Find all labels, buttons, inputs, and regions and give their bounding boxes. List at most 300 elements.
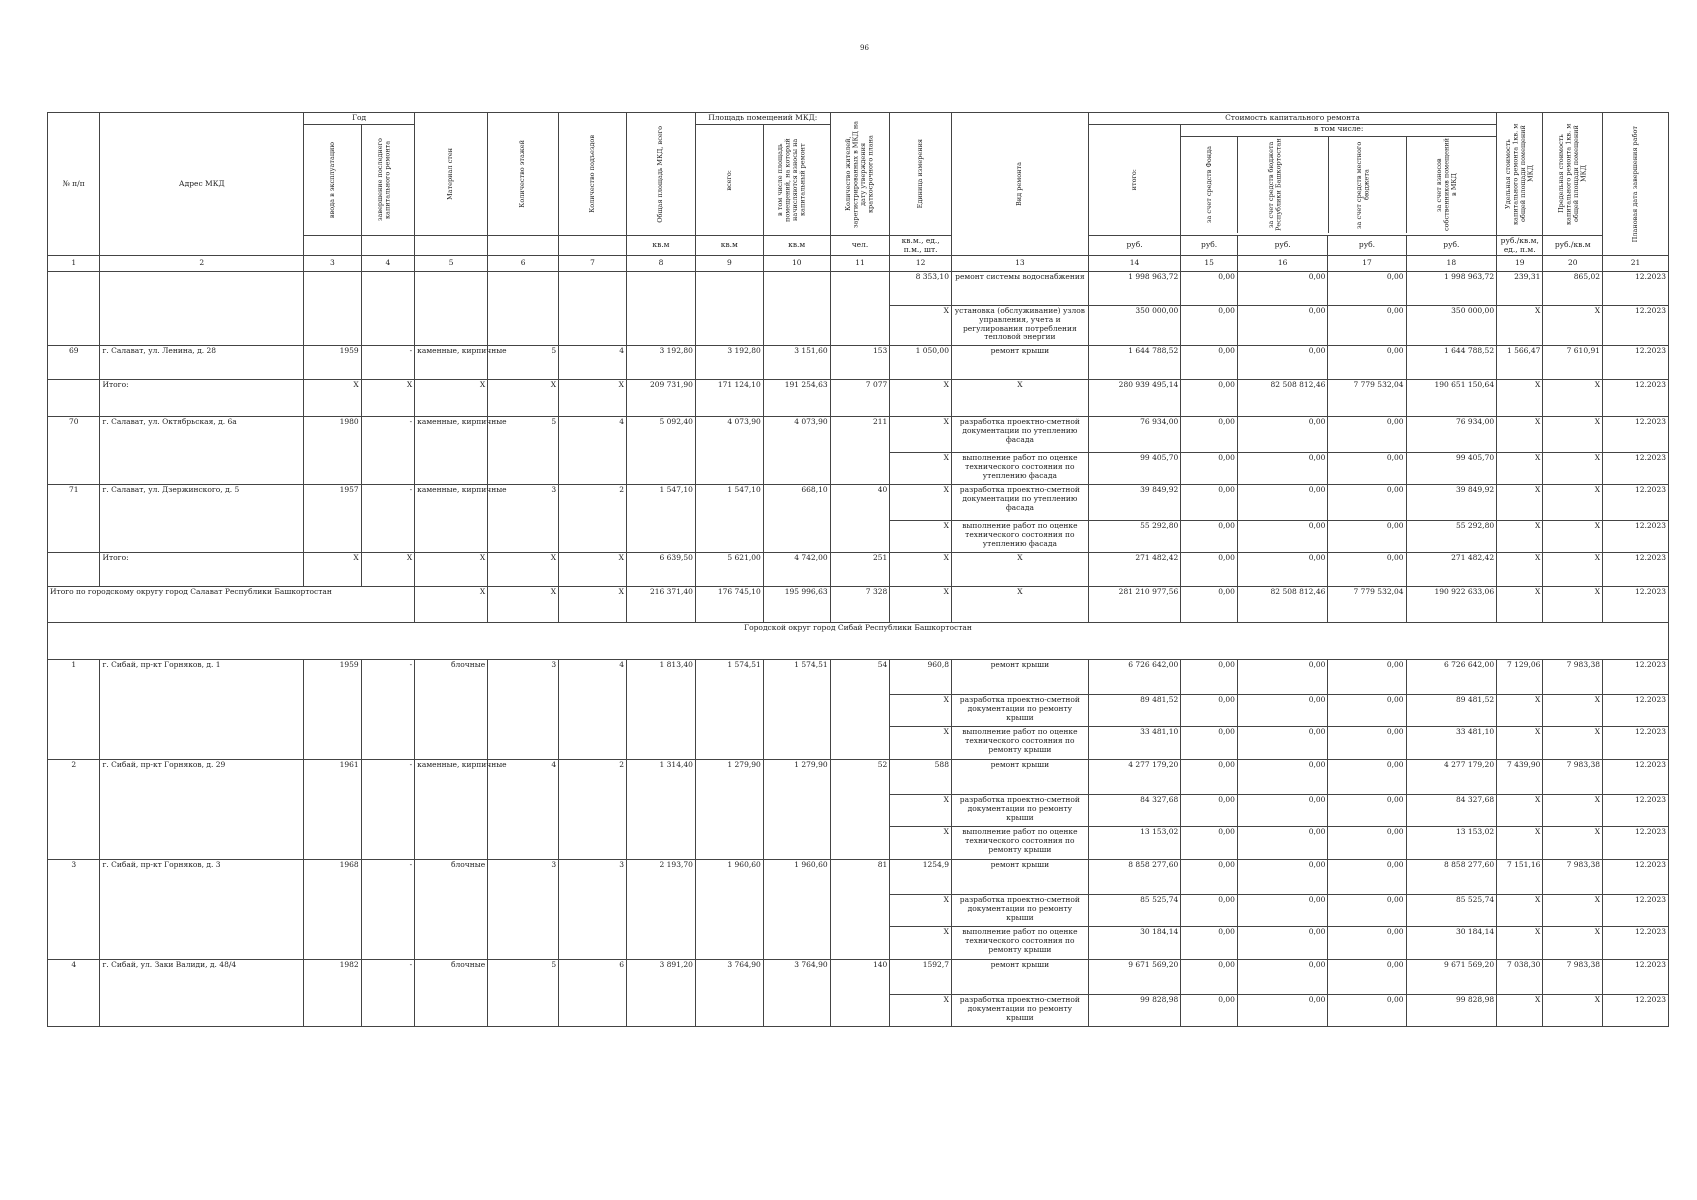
table-cell: 12.2023 [1603,272,1669,306]
table-cell: г. Салават, ул. Ленина, д. 28 [100,346,304,380]
table-cell: 7 [559,256,627,272]
table-cell: X [890,553,952,587]
table-cell: блочные [415,960,488,1027]
table-cell: 4 073,90 [695,417,763,485]
table-cell: 99 405,70 [1406,453,1497,485]
table-cell: - [361,660,414,760]
table-cell: X [1543,587,1603,623]
table-cell: 1 279,90 [695,760,763,860]
table-cell: 1961 [304,760,362,860]
table-cell: 13 153,02 [1088,827,1181,860]
table-cell: 0,00 [1181,521,1238,553]
table-cell: 865,02 [1543,272,1603,306]
table-cell: 1 644 788,52 [1088,346,1181,380]
table-cell [48,272,100,346]
table-cell: 0,00 [1237,346,1328,380]
table-cell: 0,00 [1237,553,1328,587]
table-cell: 0,00 [1237,417,1328,453]
table-cell: 0,00 [1328,760,1406,795]
table-cell: 1957 [304,485,362,553]
table-cell: 9 671 569,20 [1088,960,1181,995]
table-cell: 17 [1328,256,1406,272]
table-cell: 7 610,91 [1543,346,1603,380]
table-cell: 0,00 [1237,485,1328,521]
table-cell: разработка проектно-сметной документации по утеплению фасада [951,417,1088,453]
table-cell: X [1543,895,1603,927]
table-cell: X [890,306,952,346]
subtotal-row [48,553,1669,587]
table-cell: 350 000,00 [1088,306,1181,346]
table-cell: 12.2023 [1603,660,1669,695]
table-cell: 76 934,00 [1406,417,1497,453]
table-cell: каменные, кирпичные [415,417,488,485]
table-cell: X [1497,453,1543,485]
table-cell: X [1497,727,1543,760]
table-cell: X [1543,485,1603,521]
table-cell: ремонт крыши [951,760,1088,795]
table-cell: 0,00 [1328,695,1406,727]
unit-rub: руб. [1181,236,1238,256]
table-cell: 1980 [304,417,362,485]
table-cell: 12.2023 [1603,795,1669,827]
table-cell: 140 [830,960,890,1027]
table-cell: X [890,795,952,827]
table-cell: X [890,727,952,760]
table-cell: 0,00 [1237,860,1328,895]
table-cell: 5 621,00 [695,553,763,587]
table-cell: 89 481,52 [1406,695,1497,727]
table-cell: 0,00 [1181,660,1238,695]
table-cell: 5 [488,417,559,485]
table-cell: 0,00 [1328,306,1406,346]
table-cell: 0,00 [1328,827,1406,860]
table-cell: каменные, кирпичные [415,760,488,860]
table-cell [48,553,100,587]
table-cell: X [951,553,1088,587]
table-cell: 0,00 [1237,660,1328,695]
table-cell: 12.2023 [1603,895,1669,927]
table-cell: 1 574,51 [695,660,763,760]
table-cell: 12.2023 [1603,587,1669,623]
table-row [48,960,1669,995]
table-cell: 0,00 [1328,960,1406,995]
table-cell: 7 077 [830,380,890,417]
table-row [48,485,1669,521]
table-cell: 13 153,02 [1406,827,1497,860]
table-cell: 4 277 179,20 [1406,760,1497,795]
table-cell: 195 996,63 [763,587,830,623]
table-cell [559,272,627,346]
table-cell: 7 328 [830,587,890,623]
table-cell: 1254,9 [890,860,952,895]
table-cell: 3 [488,660,559,760]
table-cell: X [1497,927,1543,960]
table-cell: 70 [48,417,100,485]
table-cell: 0,00 [1181,380,1238,417]
table-cell: X [559,380,627,417]
table-cell: 3 [48,860,100,960]
table-cell: 82 508 812,46 [1237,587,1328,623]
table-cell: 40 [830,485,890,553]
table-cell: г. Сибай, пр-кт Горняков, д. 29 [100,760,304,860]
header-year-last-repair: завершение последнего капитального ремонта [361,125,414,236]
table-cell: 1 998 963,72 [1406,272,1497,306]
table-cell: выполнение работ по оценке технического состояния по ремонту крыши [951,827,1088,860]
subtotal-row [48,380,1669,417]
unit-area: кв.м [627,236,696,256]
table-cell: X [1497,553,1543,587]
table-cell: X [890,827,952,860]
table-cell: 271 482,42 [1406,553,1497,587]
table-cell [627,272,696,346]
table-cell: 0,00 [1181,760,1238,795]
table-cell: 1 960,60 [695,860,763,960]
table-cell: 0,00 [1328,860,1406,895]
table-cell: 3 151,60 [763,346,830,380]
table-cell: - [361,760,414,860]
column-numbers-row [48,256,1669,272]
table-cell: 0,00 [1181,346,1238,380]
table-cell: 3 [559,860,627,960]
table-cell: 3 [304,256,362,272]
table-cell: X [361,553,414,587]
table-cell: 1959 [304,346,362,380]
table-cell: каменные, кирпичные [415,485,488,553]
table-cell: 7 983,38 [1543,760,1603,795]
table-cell: - [361,485,414,553]
table-cell: 12.2023 [1603,760,1669,795]
table-cell: X [890,380,952,417]
section-title: Городской округ город Сибай Республики Башкортостан [48,623,1669,660]
table-cell: X [1497,417,1543,453]
table-cell: 0,00 [1237,306,1328,346]
table-cell: 30 184,14 [1406,927,1497,960]
table-cell: X [1543,521,1603,553]
table-cell: 0,00 [1181,995,1238,1027]
unit-area: кв.м [763,236,830,256]
table-cell: 0,00 [1181,417,1238,453]
table-cell: 0,00 [1181,485,1238,521]
header-address: Адрес МКД [100,113,304,256]
table-cell: 33 481,10 [1088,727,1181,760]
table-cell: 99 828,98 [1088,995,1181,1027]
table-cell: 1 547,10 [627,485,696,553]
table-cell: 0,00 [1181,895,1238,927]
table-cell: 1 [48,660,100,760]
table-cell: X [488,380,559,417]
table-cell: 4 [559,660,627,760]
table-cell: 69 [48,346,100,380]
table-cell: X [304,553,362,587]
unit-rub: руб. [1237,236,1328,256]
table-cell: X [890,521,952,553]
table-cell: 239,31 [1497,272,1543,306]
table-cell: 84 327,68 [1406,795,1497,827]
table-cell: X [559,587,627,623]
table-cell: 0,00 [1237,827,1328,860]
header-premises-total: всего: [695,125,763,236]
table-cell: ремонт крыши [951,346,1088,380]
table-cell: 12.2023 [1603,860,1669,895]
table-cell: 191 254,63 [763,380,830,417]
header-year-commission: ввода в эксплуатацию [304,125,362,236]
table-cell: 5 [415,256,488,272]
table-cell: 1968 [304,860,362,960]
table-cell: разработка проектно-сметной документации по ремонту крыши [951,895,1088,927]
table-cell: 7 151,16 [1497,860,1543,895]
table-cell: 0,00 [1181,827,1238,860]
table-cell: 171 124,10 [695,380,763,417]
table-cell: X [1497,695,1543,727]
table-cell: установка (обслуживание) узлов управления, учета и регулирования потребления тепловой энергии [951,306,1088,346]
table-cell: X [1543,695,1603,727]
table-row [48,272,1669,306]
table-cell: 12.2023 [1603,346,1669,380]
table-cell: X [1497,521,1543,553]
table-cell: X [1497,995,1543,1027]
table-cell: 85 525,74 [1088,895,1181,927]
table-cell: 11 [830,256,890,272]
table-cell: г. Сибай, пр-кт Горняков, д. 3 [100,860,304,960]
table-cell: X [1543,795,1603,827]
table-cell: 12.2023 [1603,960,1669,995]
table-cell: 6 [488,256,559,272]
table-cell: 2 [48,760,100,860]
table-cell: 76 934,00 [1088,417,1181,453]
table-cell: 0,00 [1181,453,1238,485]
table-cell: 0,00 [1237,927,1328,960]
table-row [48,346,1669,380]
table-cell: X [1543,453,1603,485]
header-cost-owners: за счет взносов собственников помещений в МКД [1435,138,1459,232]
table-cell: 1 279,90 [763,760,830,860]
table-cell: 4 277 179,20 [1088,760,1181,795]
table-cell: г. Салават, ул. Октябрьская, д. 6а [100,417,304,485]
header-repair-type: Вид ремонта [951,113,1088,256]
table-cell: X [1543,380,1603,417]
table-cell: 0,00 [1237,960,1328,995]
table-row [48,860,1669,895]
table-cell: 350 000,00 [1406,306,1497,346]
section-heading-row [48,623,1669,660]
table-cell: 10 [763,256,830,272]
table-cell: 3 [488,860,559,960]
table-cell: 0,00 [1237,760,1328,795]
table-cell: 3 192,80 [627,346,696,380]
table-cell: 30 184,14 [1088,927,1181,960]
table-cell: X [951,587,1088,623]
table-cell: 1 314,40 [627,760,696,860]
table-cell: ремонт крыши [951,660,1088,695]
table-cell: X [890,895,952,927]
table-cell: X [1543,306,1603,346]
table-cell: 12 [890,256,952,272]
table-row [48,760,1669,795]
header-planned-date: Плановая дата завершения работ [1603,113,1669,256]
table-cell: X [415,380,488,417]
table-cell: Итого: [100,553,304,587]
table-cell: 8 858 277,60 [1088,860,1181,895]
table-cell: X [1497,380,1543,417]
header-cost-group: Стоимость капитального ремонта [1088,113,1496,125]
table-cell: 2 [559,760,627,860]
table-cell: 12.2023 [1603,695,1669,727]
table-cell: 0,00 [1181,695,1238,727]
table-cell: 0,00 [1181,795,1238,827]
table-cell: 1 960,60 [763,860,830,960]
table-cell: 5 092,40 [627,417,696,485]
table-cell: 12.2023 [1603,453,1669,485]
table-cell: блочные [415,860,488,960]
table-cell: 0,00 [1181,727,1238,760]
header-premises-group: Площадь помещений МКД: [695,113,830,125]
header-unit-cost: Удельная стоимость капитального ремонта 1кв. м общей площади помещений МКД [1497,113,1543,236]
table-cell: 39 849,92 [1088,485,1181,521]
header-cost-local: за счет средств местного бюджета [1355,141,1371,229]
table-cell: 1 998 963,72 [1088,272,1181,306]
table-cell: 0,00 [1328,417,1406,453]
table-cell: каменные, кирпичные [415,346,488,380]
table-cell: X [1543,927,1603,960]
table-cell: 0,00 [1328,795,1406,827]
table-cell: 5 [488,960,559,1027]
table-cell: 6 726 642,00 [1088,660,1181,695]
header-residents: Количество жителей, зарегистрированных в МКД на дату утверждения краткосрочного плана [830,113,890,236]
table-cell: X [488,553,559,587]
table-cell: 153 [830,346,890,380]
table-cell: 211 [830,417,890,485]
table-cell: X [1543,727,1603,760]
table-cell: 55 292,80 [1088,521,1181,553]
table-cell: X [890,417,952,453]
table-cell: 0,00 [1237,453,1328,485]
table-cell: 0,00 [1328,272,1406,306]
table-cell: 7 779 532,04 [1328,380,1406,417]
table-cell: - [361,417,414,485]
table-cell: 7 983,38 [1543,660,1603,695]
table-cell: 6 639,50 [627,553,696,587]
table-cell: 5 [488,346,559,380]
table-cell: 7 983,38 [1543,960,1603,995]
table-cell: 6 [559,960,627,1027]
table-cell: 588 [890,760,952,795]
header-year-group: Год [304,113,415,125]
table-cell: 0,00 [1181,553,1238,587]
table-cell: 4 [48,960,100,1027]
table-cell: 0,00 [1328,346,1406,380]
table-cell: X [951,380,1088,417]
table-cell: X [304,380,362,417]
table-cell: разработка проектно-сметной документации по ремонту крыши [951,795,1088,827]
table-cell: X [890,453,952,485]
table-cell: блочные [415,660,488,760]
table-cell: X [1497,587,1543,623]
table-cell: 12.2023 [1603,380,1669,417]
table-cell: 190 651 150,64 [1406,380,1497,417]
table-cell [415,272,488,346]
table-cell: 81 [830,860,890,960]
table-cell: X [1543,995,1603,1027]
table-cell: разработка проектно-сметной документации по ремонту крыши [951,995,1088,1027]
table-cell: 4 [559,346,627,380]
table-cell: 4 742,00 [763,553,830,587]
table-cell: X [1497,895,1543,927]
table-cell: 82 508 812,46 [1237,380,1328,417]
table-cell: разработка проектно-сметной документации по ремонту крыши [951,695,1088,727]
table-cell: 190 922 633,06 [1406,587,1497,623]
table-cell: 9 671 569,20 [1406,960,1497,995]
table-cell: 2 [100,256,304,272]
table-cell: 7 983,38 [1543,860,1603,895]
table-cell: 3 [488,485,559,553]
table-cell: 7 439,90 [1497,760,1543,795]
table-cell: 99 828,98 [1406,995,1497,1027]
table-cell: X [890,485,952,521]
table-cell [830,272,890,346]
capital-repair-table [47,112,1669,1027]
header-floors: Количество этажей [488,113,559,236]
table-cell: 71 [48,485,100,553]
table-cell: 7 779 532,04 [1328,587,1406,623]
table-cell: 1959 [304,660,362,760]
table-cell: 209 731,90 [627,380,696,417]
table-cell: 281 210 977,56 [1088,587,1181,623]
header-max-cost: Предельная стоимость капитального ремонта 1кв. м общей площади помещений МКД [1543,113,1603,236]
table-row [48,660,1669,695]
header-premises-repair: в том числе площадь помещений, на который начисляются взносы на капитальный ремонт [763,125,830,236]
table-cell: 176 745,10 [695,587,763,623]
table-cell: 89 481,52 [1088,695,1181,727]
table-cell: 4 [559,417,627,485]
table-cell: 84 327,68 [1088,795,1181,827]
table-cell: X [890,587,952,623]
header-entrances: Количество подъездов [559,113,627,236]
table-cell: г. Салават, ул. Дзержинского, д. 5 [100,485,304,553]
table-cell: ремонт системы водоснабжения [951,272,1088,306]
header-cost-including: в том числе: за счет средств Фонда за счет средств бюджета Республики Башкортостан за счет средств местного бюджета за счет взносов собственников помещений в МКД [1181,125,1497,236]
table-cell: 0,00 [1328,660,1406,695]
table-cell: X [1497,485,1543,521]
table-cell: 9 [695,256,763,272]
table-cell: 6 726 642,00 [1406,660,1497,695]
table-cell: 12.2023 [1603,553,1669,587]
header-cost-republic: за счет средств бюджета Республики Башкортостан [1266,138,1283,232]
table-cell: 8 858 277,60 [1406,860,1497,895]
header-wall-material: Материал стен [415,113,488,236]
table-cell: 55 292,80 [1406,521,1497,553]
table-cell: 0,00 [1328,521,1406,553]
table-cell [361,272,414,346]
table-cell: 1982 [304,960,362,1027]
table-cell: 0,00 [1237,521,1328,553]
table-cell: 0,00 [1237,695,1328,727]
table-cell: 12.2023 [1603,417,1669,453]
table-cell: Итого по городскому округу город Салават Республики Башкортостан [48,587,415,623]
unit-people: чел. [830,236,890,256]
table-cell: X [890,995,952,1027]
table-cell: 0,00 [1328,995,1406,1027]
table-cell [48,380,100,417]
header-total-area: Общая площадь МКД, всего [627,113,696,236]
table-cell: 39 849,92 [1406,485,1497,521]
table-cell [695,272,763,346]
table-cell: 19 [1497,256,1543,272]
table-cell [763,272,830,346]
table-cell: выполнение работ по оценке технического состояния по ремонту крыши [951,727,1088,760]
table-cell: 33 481,10 [1406,727,1497,760]
table-cell: выполнение работ по оценке технического состояния по ремонту крыши [951,927,1088,960]
table-cell: 271 482,42 [1088,553,1181,587]
